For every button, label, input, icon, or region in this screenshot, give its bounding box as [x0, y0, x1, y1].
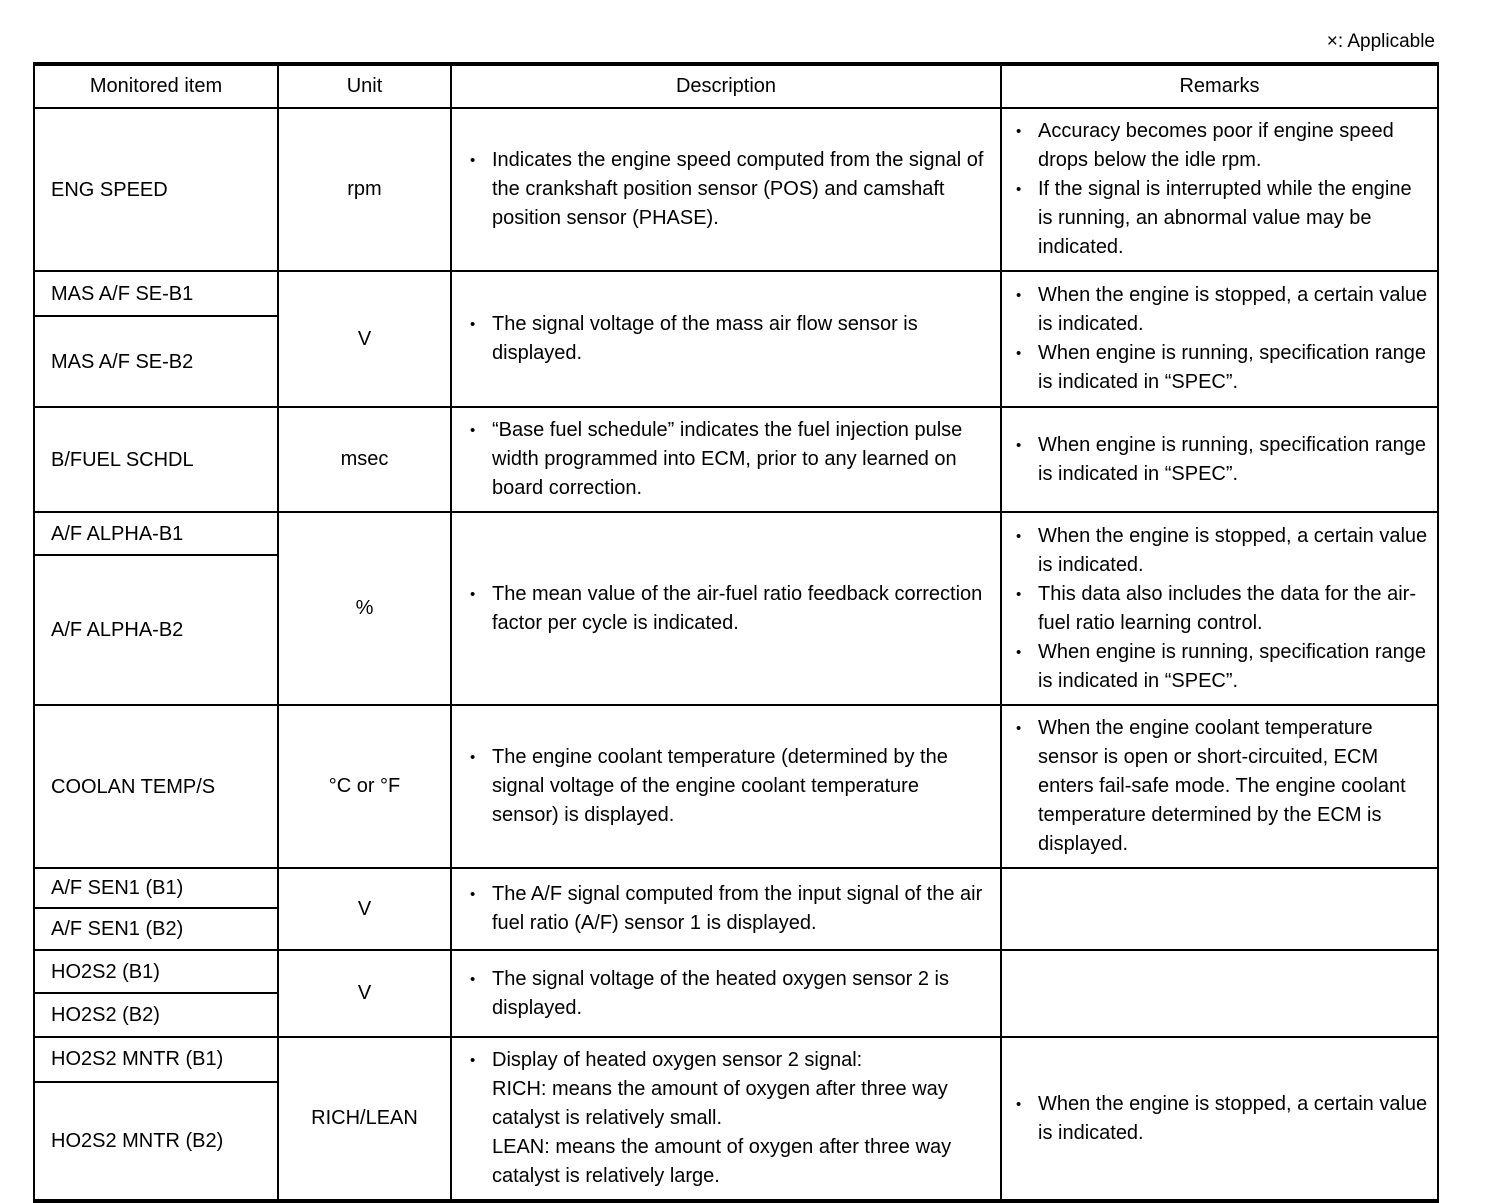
unit-cell: RICH/LEAN — [278, 1037, 451, 1201]
monitored-item-cell: HO2S2 (B1) — [34, 950, 278, 993]
bullet-icon: • — [470, 422, 476, 439]
description-cell — [451, 271, 1001, 407]
column-header-remarks: Remarks — [1001, 64, 1438, 108]
bullet-icon: • — [470, 316, 476, 333]
remark-text: When the engine is stopped, a certain value is indicated. — [1038, 284, 1428, 335]
unit-cell: % — [278, 512, 451, 705]
bullet-icon: • — [470, 152, 476, 169]
table-row — [34, 1037, 1438, 1082]
remarks-cell — [1001, 1037, 1438, 1201]
bullet-item — [1016, 175, 1429, 262]
remark-text: When the engine is stopped, a certain value is indicated. — [1038, 524, 1428, 576]
description-cell — [451, 108, 1001, 271]
description-text: Indicates the engine speed computed from the signal of the crankshaft position sensor (POS) and camshaft position sensor (PHASE). — [492, 149, 984, 229]
bullet-item — [1016, 638, 1429, 696]
remark-text: When the engine coolant temperature sensor is open or short-circuited, ECM enters fail-safe mode. The engine coolant temperature determined by the ECM is displayed. — [1038, 717, 1406, 855]
description-cell — [451, 950, 1001, 1037]
unit-cell: V — [278, 868, 451, 950]
applicable-note: ×: Applicable — [1326, 31, 1435, 52]
bullet-icon: • — [470, 970, 476, 988]
bullet-icon: • — [1016, 643, 1022, 661]
table-row — [34, 868, 1438, 908]
monitored-item-cell: A/F ALPHA-B1 — [34, 512, 278, 555]
description-text: The engine coolant temperature (determined by the signal voltage of the engine coolant temperature sensor) is displayed. — [492, 746, 948, 826]
monitored-item-cell: COOLAN TEMP/S — [34, 705, 278, 868]
monitored-item-cell: ENG SPEED — [34, 108, 278, 271]
description-text: The signal voltage of the heated oxygen sensor 2 is displayed. — [492, 967, 949, 1019]
monitored-item-cell: A/F SEN1 (B1) — [34, 868, 278, 908]
description-text: The A/F signal computed from the input signal of the air fuel ratio (A/F) sensor 1 is displayed. — [492, 883, 983, 934]
header-row — [34, 64, 1438, 108]
bullet-item — [470, 880, 990, 938]
plain-line — [470, 1075, 990, 1133]
bullet-item — [470, 743, 990, 830]
bullet-item — [470, 965, 990, 1023]
remarks-cell — [1001, 868, 1438, 950]
bullet-item — [470, 1046, 990, 1075]
bullet-item — [1016, 117, 1429, 175]
bullet-icon: • — [1016, 123, 1022, 140]
description-text: The signal voltage of the mass air flow sensor is displayed. — [492, 313, 918, 364]
bullet-icon: • — [1016, 345, 1022, 362]
monitored-item-cell: A/F ALPHA-B2 — [34, 555, 278, 705]
bullet-icon: • — [1016, 181, 1022, 198]
remark-text: When engine is running, specification range is indicated in “SPEC”. — [1038, 433, 1427, 485]
table-row — [34, 271, 1438, 316]
description-text: “Base fuel schedule” indicates the fuel injection pulse width programmed into ECM, prior to any learned on board correction. — [492, 419, 963, 499]
bullet-icon: • — [1016, 1095, 1022, 1113]
bullet-item — [470, 416, 990, 503]
column-header-monitored-item: Monitored item — [34, 64, 278, 108]
monitored-item-cell: MAS A/F SE-B2 — [34, 316, 278, 407]
remarks-cell — [1001, 271, 1438, 407]
description-text: RICH: means the amount of oxygen after three way catalyst is relatively small. — [492, 1078, 948, 1129]
unit-cell: V — [278, 950, 451, 1037]
description-text: LEAN: means the amount of oxygen after three way catalyst is relatively large. — [492, 1136, 952, 1187]
table-row — [34, 705, 1438, 868]
bullet-icon: • — [1016, 287, 1022, 304]
bullet-item — [1016, 281, 1429, 339]
description-text: The mean value of the air-fuel ratio feedback correction factor per cycle is indicated. — [492, 582, 983, 634]
description-cell — [451, 1037, 1001, 1201]
remark-text: When engine is running, specification range is indicated in “SPEC”. — [1038, 342, 1427, 393]
unit-cell: °C or °F — [278, 705, 451, 868]
unit-cell: V — [278, 271, 451, 407]
remarks-cell — [1001, 108, 1438, 271]
remarks-cell — [1001, 950, 1438, 1037]
remarks-cell — [1001, 705, 1438, 868]
bullet-item — [470, 310, 990, 368]
description-cell — [451, 512, 1001, 705]
table-row — [34, 950, 1438, 993]
plain-line — [470, 1133, 990, 1191]
bullet-item — [1016, 339, 1429, 397]
remarks-cell — [1001, 512, 1438, 705]
remark-text: Accuracy becomes poor if engine speed drops below the idle rpm. — [1038, 120, 1394, 171]
data-monitor-table — [33, 62, 1439, 1203]
unit-cell: rpm — [278, 108, 451, 271]
bullet-item — [470, 580, 990, 638]
table-row — [34, 407, 1438, 512]
remark-text: If the signal is interrupted while the engine is running, an abnormal value may be indicated. — [1038, 178, 1412, 258]
bullet-icon: • — [470, 749, 476, 766]
description-cell — [451, 868, 1001, 950]
remarks-cell — [1001, 407, 1438, 512]
column-header-description: Description — [451, 64, 1001, 108]
bullet-icon: • — [1016, 585, 1022, 603]
remark-text: When engine is running, specification range is indicated in “SPEC”. — [1038, 640, 1427, 692]
bullet-item — [1016, 522, 1429, 580]
table-row — [34, 512, 1438, 555]
bullet-icon: • — [470, 1052, 476, 1069]
manual-page — [33, 30, 1437, 1203]
bullet-icon: • — [470, 886, 476, 903]
description-text: Display of heated oxygen sensor 2 signal: — [492, 1049, 863, 1071]
remark-text: When the engine is stopped, a certain value is indicated. — [1038, 1092, 1428, 1144]
bullet-icon: • — [1016, 436, 1022, 454]
description-cell — [451, 705, 1001, 868]
bullet-item — [1016, 431, 1429, 489]
monitored-item-cell: HO2S2 (B2) — [34, 993, 278, 1037]
bullet-item — [470, 146, 990, 233]
bullet-item — [1016, 1090, 1429, 1148]
monitored-item-cell: MAS A/F SE-B1 — [34, 271, 278, 316]
monitored-item-cell: HO2S2 MNTR (B1) — [34, 1037, 278, 1082]
bullet-icon: • — [1016, 527, 1022, 545]
bullet-icon: • — [470, 585, 476, 603]
bullet-item — [1016, 580, 1429, 638]
bullet-item — [1016, 714, 1429, 859]
unit-cell: msec — [278, 407, 451, 512]
description-cell — [451, 407, 1001, 512]
bullet-icon: • — [1016, 720, 1022, 737]
column-header-unit: Unit — [278, 64, 451, 108]
remark-text: This data also includes the data for the air-fuel ratio learning control. — [1038, 582, 1416, 634]
monitored-item-cell: HO2S2 MNTR (B2) — [34, 1082, 278, 1201]
monitored-item-cell: B/FUEL SCHDL — [34, 407, 278, 512]
table-row — [34, 108, 1438, 271]
monitored-item-cell: A/F SEN1 (B2) — [34, 908, 278, 950]
